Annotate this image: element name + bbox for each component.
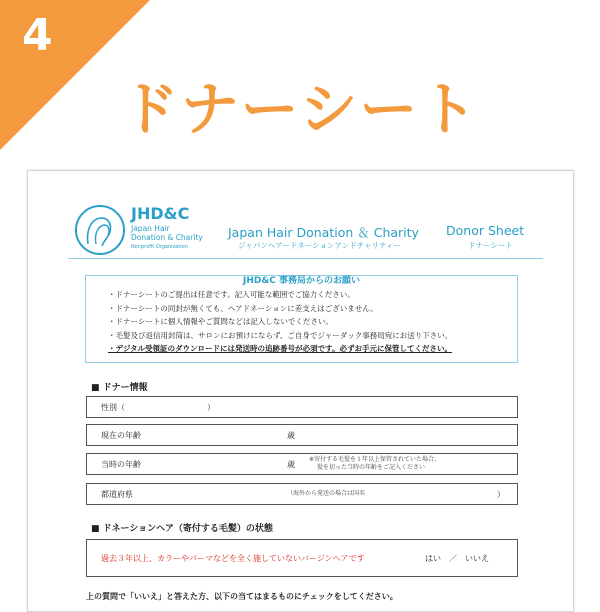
notice-line: ・ドナーシートの同封が無くても、ヘアドネーションに差支えはございません。: [108, 303, 378, 313]
gender-close: ）: [207, 403, 215, 412]
hair-state-heading: ■ ドネーションヘア（寄付する毛髪）の状態: [91, 524, 273, 534]
virgin-hair-question: 過去３年以上、カラーやパーマなどを全く施していないバージンヘアです: [101, 554, 365, 563]
age-at-cut-unit: 歳: [287, 460, 295, 469]
age-at-cut-label: 当時の年齢: [101, 460, 141, 469]
current-age-label: 現在の年齢: [101, 431, 141, 440]
logo-subtitle: [131, 224, 203, 242]
header-divider: [68, 258, 543, 259]
notice-line: ・ドナーシートのご提出は任意です。記入可能な範囲でご協力ください。: [108, 290, 355, 299]
prefecture-note: （海外から発送の場合は国名: [287, 490, 366, 497]
donor-sheet-title-jp: ドナーシート: [468, 241, 513, 250]
page-title: ドナーシート: [120, 75, 480, 143]
donor-sheet-document: [27, 170, 574, 612]
org-name-english: Japan Hair Donation ＆ Charity: [228, 225, 419, 240]
current-age-field[interactable]: [86, 424, 518, 446]
yes-no-choice[interactable]: はい ／ いいえ: [425, 554, 489, 563]
logo-tagline: Nonprofit Organization: [131, 244, 188, 250]
logo-sub-line2: Donation & Charity: [131, 233, 203, 242]
logo-name: JHD&C: [131, 204, 190, 223]
logo-sub-line1: Japan Hair: [131, 224, 170, 233]
prefecture-label: 都道府県: [101, 490, 133, 499]
gender-field[interactable]: [86, 396, 518, 418]
org-name-japanese: ジャパンヘアードネーションアンドチャリティー: [238, 241, 401, 250]
donor-info-heading: ■ ドナー情報: [91, 383, 148, 393]
gender-label: 性別（: [101, 403, 125, 412]
age-at-cut-note: [309, 456, 440, 472]
notice-line: ・毛髪及び返信用封筒は、サロンにお預けにならず、ご自身でジャーダック事務局宛にお送り下さい。: [108, 330, 453, 340]
notice-box: [85, 275, 518, 363]
step-number: 4: [22, 10, 53, 61]
logo-icon: [74, 204, 126, 256]
notice-title: JHD&C 事務局からのお願い: [237, 276, 366, 286]
age-at-cut-note-line1: ※寄付する毛髪を１年以上保管されていた場合、: [309, 456, 441, 463]
age-at-cut-note-line2: 髪を切った当時の年齢をご記入ください: [317, 464, 426, 471]
prefecture-field[interactable]: [86, 483, 518, 505]
notice-line-important: ・デジタル受領証のダウンロードには発送時の追跡番号が必須です。必ずお手元に保管してください。: [108, 344, 452, 353]
age-at-cut-field[interactable]: [86, 453, 518, 475]
follow-up-instruction: 上の質問で「いいえ」と答えた方、以下の当てはまるものにチェックをしてください。: [86, 592, 398, 601]
current-age-unit: 歳: [287, 431, 295, 440]
notice-line: ・ドナーシートに個人情報やご質問などは記入しないでください。: [108, 317, 333, 326]
donor-sheet-title: Donor Sheet: [446, 223, 525, 238]
prefecture-close: ）: [497, 490, 505, 499]
virgin-hair-question-box: [86, 539, 518, 577]
